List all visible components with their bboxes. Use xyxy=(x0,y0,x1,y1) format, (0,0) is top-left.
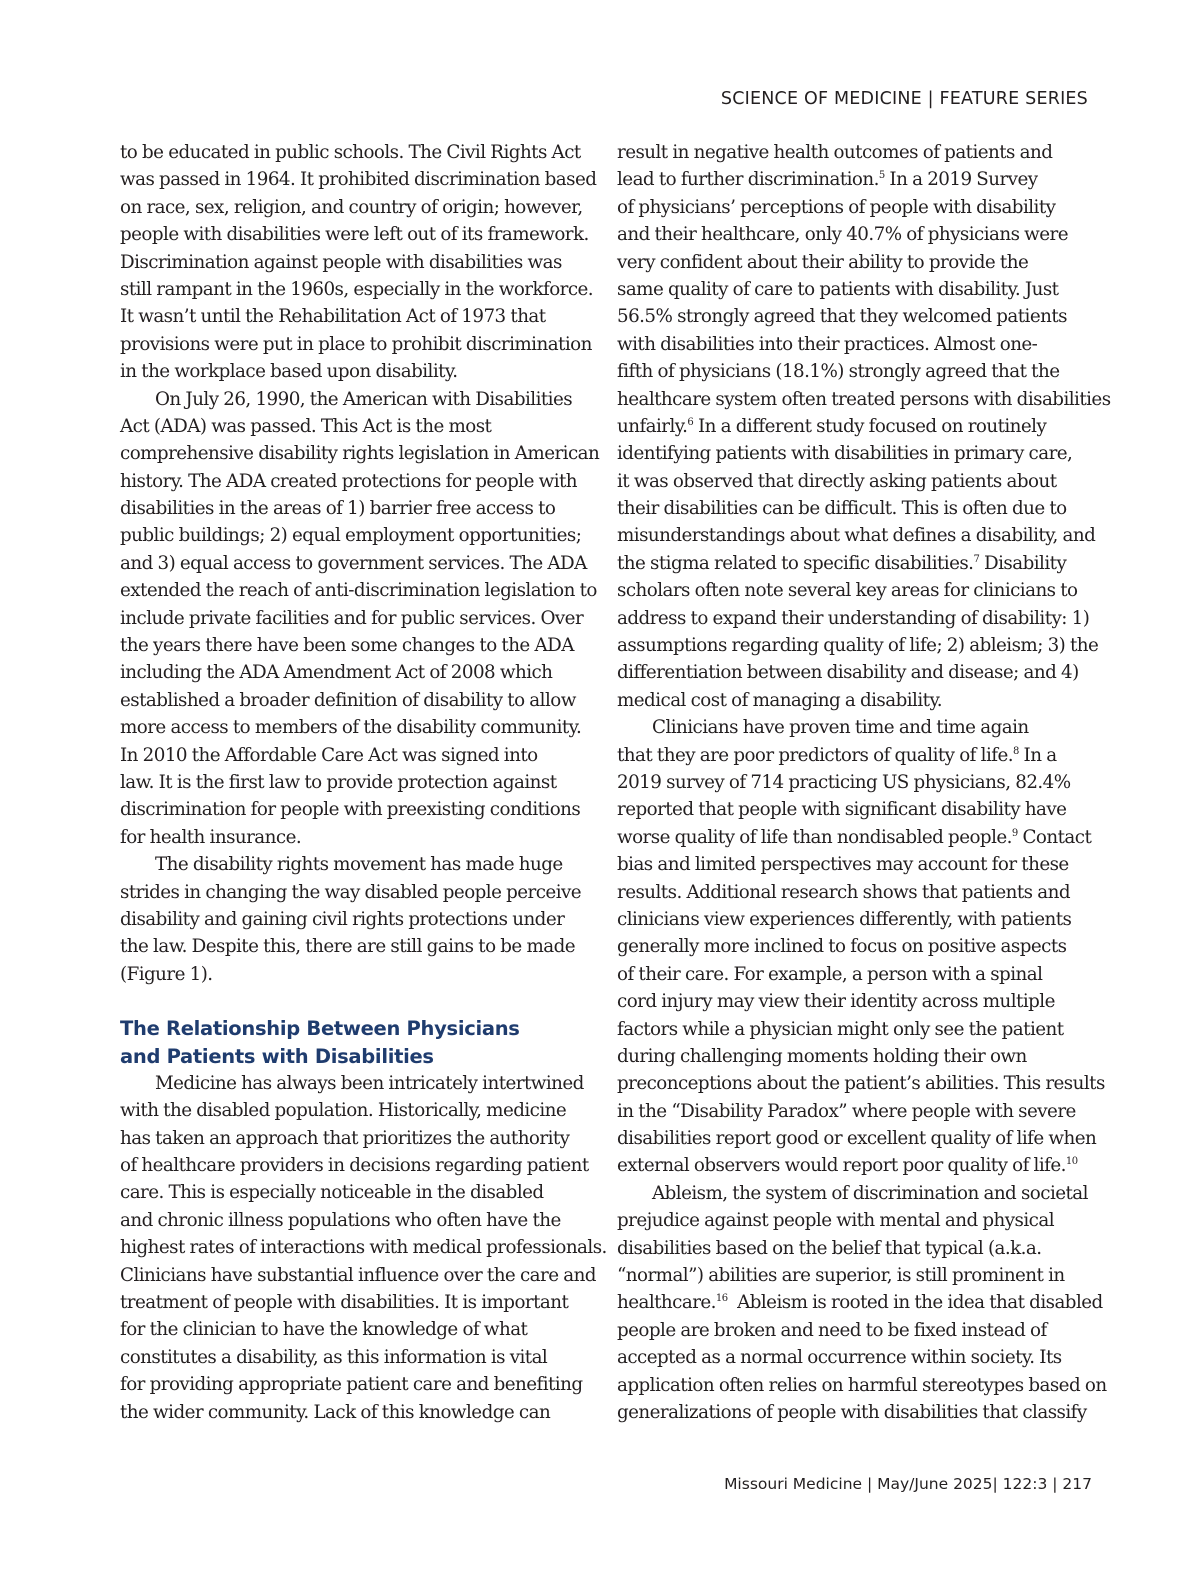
text-line: provisions were put in place to prohibit discrimination xyxy=(120,333,592,355)
text-line: fifth of physicians (18.1%) strongly agreed that the xyxy=(617,361,1060,383)
text-line: public buildings; 2) equal employment opportunities; xyxy=(120,525,582,547)
text-line: to be educated in public schools. The Civil Rights Act xyxy=(120,142,581,163)
text-line: care. This is especially noticeable in the disabled xyxy=(120,1182,544,1204)
text-line: strides in changing the way disabled people perceive xyxy=(120,881,582,903)
text-line: differentiation between disability and disease; and 4) xyxy=(617,662,1079,684)
text-line: was passed in 1964. It prohibited discrimination based xyxy=(120,169,597,191)
paragraph-movement xyxy=(120,851,590,988)
text-line: has taken an approach that prioritizes the authority xyxy=(120,1127,570,1149)
text-line: healthcare system often treated persons with disabilities xyxy=(617,388,1111,410)
text-line: same quality of care to patients with disability. Just xyxy=(617,278,1059,300)
text-line: and chronic illness populations who often have the xyxy=(120,1209,561,1231)
text-line: that they are poor predictors of quality of life.$^8$ In a xyxy=(617,744,1057,766)
text-line: clinicians view experiences differently, with patients xyxy=(617,908,1072,930)
text-line: their disabilities can be difficult. This is often due to xyxy=(617,498,1067,520)
text-line: for the clinician to have the knowledge of what xyxy=(120,1319,528,1341)
paragraph-ableism xyxy=(617,1180,1107,1427)
text-line: bias and limited perspectives may account for these xyxy=(617,854,1069,876)
citation-10: 10 xyxy=(1065,1156,1078,1168)
text-line: disability and gaining civil rights protections under xyxy=(120,908,565,930)
text-line: people with disabilities were left out of its framework. xyxy=(120,224,589,246)
text-line: Medicine has always been intricately intertwined xyxy=(155,1072,584,1094)
citation-5: 5 xyxy=(878,170,885,182)
text-line: highest rates of interactions with medical professionals. xyxy=(120,1237,607,1259)
text-line: disabilities based on the belief that typical (a.k.a. xyxy=(617,1237,1042,1259)
paragraph-ada xyxy=(120,386,600,852)
text-line: more access to members of the disability community. xyxy=(120,717,582,739)
text-line: comprehensive disability rights legislation in American xyxy=(120,443,600,465)
text-line: The disability rights movement has made huge xyxy=(155,854,563,876)
text-line: assumptions regarding quality of life; 2) ableism; 3) the xyxy=(617,635,1099,657)
text-line: It wasn’t until the Rehabilitation Act of 1973 that xyxy=(120,306,546,328)
citation-7: 7 xyxy=(973,553,980,565)
text-line: with the disabled population. Historically, medicine xyxy=(120,1100,567,1122)
text-line: of physicians’ perceptions of people with disability xyxy=(617,196,1056,218)
text-line: history. The ADA created protections for people with xyxy=(120,470,578,492)
text-line: Ableism, the system of discrimination and societal xyxy=(652,1182,1088,1204)
citation-8: 8 xyxy=(1012,745,1019,757)
text-line: scholars often note several key areas for clinicians to xyxy=(617,580,1078,602)
text-line: in the workplace based upon disability. xyxy=(120,361,458,383)
text-line: healthcare.$^{16}$ Ableism is rooted in the idea that disabled xyxy=(617,1292,1103,1314)
text-line: generalizations of people with disabilities that classify xyxy=(617,1401,1087,1423)
running-head: SCIENCE OF MEDICINE | FEATURE SERIES xyxy=(720,89,1088,109)
citation-16: 16 xyxy=(715,1293,728,1305)
text-line: include private facilities and for public services. Over xyxy=(120,607,584,629)
text-line: the years there have been some changes to the ADA xyxy=(120,635,574,657)
text-line: of healthcare providers in decisions regarding patient xyxy=(120,1155,589,1177)
text-line: Clinicians have proven time and time again xyxy=(652,717,1029,739)
text-line: factors while a physician might only see the patient xyxy=(617,1018,1064,1040)
text-line: application often relies on harmful stereotypes based on xyxy=(617,1374,1107,1396)
text-line: unfairly.$^6$ In a different study focused on routinely xyxy=(617,415,1047,437)
text-line: disabilities in the areas of 1) barrier free access to xyxy=(120,498,556,520)
text-line: misunderstandings about what defines a disability, and xyxy=(617,525,1096,547)
text-line: Clinicians have substantial influence over the care and xyxy=(120,1264,596,1286)
paragraph-predictors xyxy=(617,714,1105,1180)
text-line: Act (ADA) was passed. This Act is the most xyxy=(120,415,492,437)
text-line: reported that people with significant disability have xyxy=(617,799,1067,821)
text-line: established a broader definition of disability to allow xyxy=(120,689,576,711)
text-line: of their care. For example, a person with a spinal xyxy=(617,963,1043,985)
text-line: accepted as a normal occurrence within society. Its xyxy=(617,1347,1062,1369)
text-line: preconceptions about the patient’s abilities. This results xyxy=(617,1073,1105,1095)
text-line: cord injury may view their identity across multiple xyxy=(617,991,1055,1013)
text-line: constitutes a disability, as this information is vital xyxy=(120,1346,548,1368)
text-line: extended the reach of anti-discrimination legislation to xyxy=(120,580,597,602)
left-column xyxy=(120,139,607,1426)
text-line: for providing appropriate patient care and benefiting xyxy=(120,1374,583,1396)
text-line: external observers would report poor quality of life.$^{10}$ xyxy=(617,1155,1078,1177)
text-line: discrimination for people with preexisting conditions xyxy=(120,799,581,821)
section-heading xyxy=(120,1015,590,1070)
text-line: still rampant in the 1960s, especially in the workforce. xyxy=(120,278,594,300)
text-line: lead to further discrimination.$^5$ In a 2019 Survey xyxy=(617,169,1038,191)
text-line: on race, sex, religion, and country of origin; however, xyxy=(120,196,583,218)
text-line: the wider community. Lack of this knowledge can xyxy=(120,1401,551,1423)
text-line: during challenging moments holding their own xyxy=(617,1045,1027,1067)
text-line: disabilities report good or excellent quality of life when xyxy=(617,1128,1097,1150)
page-footer: Missouri Medicine | May/June 2025| 122:3 | 217 xyxy=(724,1475,1092,1493)
text-line: it was observed that directly asking patients about xyxy=(617,470,1057,492)
text-line: worse quality of life than nondisabled people.$^9$ Contact xyxy=(617,826,1092,848)
text-line: and their healthcare, only 40.7% of physicians were xyxy=(617,224,1068,246)
text-line: result in negative health outcomes of patients and xyxy=(617,142,1053,163)
text-line: generally more inclined to focus on positive aspects xyxy=(617,936,1067,958)
text-line: 2019 survey of 714 practicing US physicians, 82.4% xyxy=(617,771,1071,793)
paragraph-outcomes xyxy=(617,139,1111,714)
text-line: and 3) equal access to government services. The ADA xyxy=(120,552,587,574)
text-line: people are broken and need to be fixed instead of xyxy=(617,1319,1047,1341)
text-line: In 2010 the Affordable Care Act was signed into xyxy=(120,744,538,766)
heading-line: and Patients with Disabilities xyxy=(120,1044,434,1068)
text-line: medical cost of managing a disability. xyxy=(617,689,943,711)
heading-line: The Relationship Between Physicians xyxy=(120,1017,520,1041)
right-column xyxy=(617,139,1111,1426)
text-line: in the “Disability Paradox” where people with severe xyxy=(617,1100,1076,1122)
paragraph-civil-rights xyxy=(120,139,597,386)
text-line: “normal”) abilities are superior, is still prominent in xyxy=(617,1265,1065,1287)
text-line: including the ADA Amendment Act of 2008 which xyxy=(120,662,553,684)
text-line: treatment of people with disabilities. It is important xyxy=(120,1292,569,1314)
text-line: with disabilities into their practices. Almost one- xyxy=(617,333,1038,355)
text-line: 56.5% strongly agreed that they welcomed patients xyxy=(617,306,1067,328)
text-line: Discrimination against people with disabilities was xyxy=(120,251,562,273)
text-line: the law. Despite this, there are still gains to be made xyxy=(120,936,576,958)
text-line: for health insurance. xyxy=(120,826,302,848)
citation-9: 9 xyxy=(1011,827,1018,839)
text-line: (Figure 1). xyxy=(120,963,213,985)
citation-6: 6 xyxy=(687,416,694,428)
text-line: identifying patients with disabilities in primary care, xyxy=(617,443,1073,465)
text-line: address to expand their understanding of disability: 1) xyxy=(617,607,1090,629)
text-line: results. Additional research shows that patients and xyxy=(617,881,1070,903)
paragraph-medicine xyxy=(120,1070,607,1426)
text-line: prejudice against people with mental and physical xyxy=(617,1210,1054,1232)
text-line: On July 26, 1990, the American with Disabilities xyxy=(155,388,573,410)
text-line: law. It is the first law to provide protection against xyxy=(120,771,557,793)
text-line: very confident about their ability to provide the xyxy=(617,251,1029,273)
text-line: the stigma related to specific disabilities.$^7$ Disability xyxy=(617,552,1067,574)
